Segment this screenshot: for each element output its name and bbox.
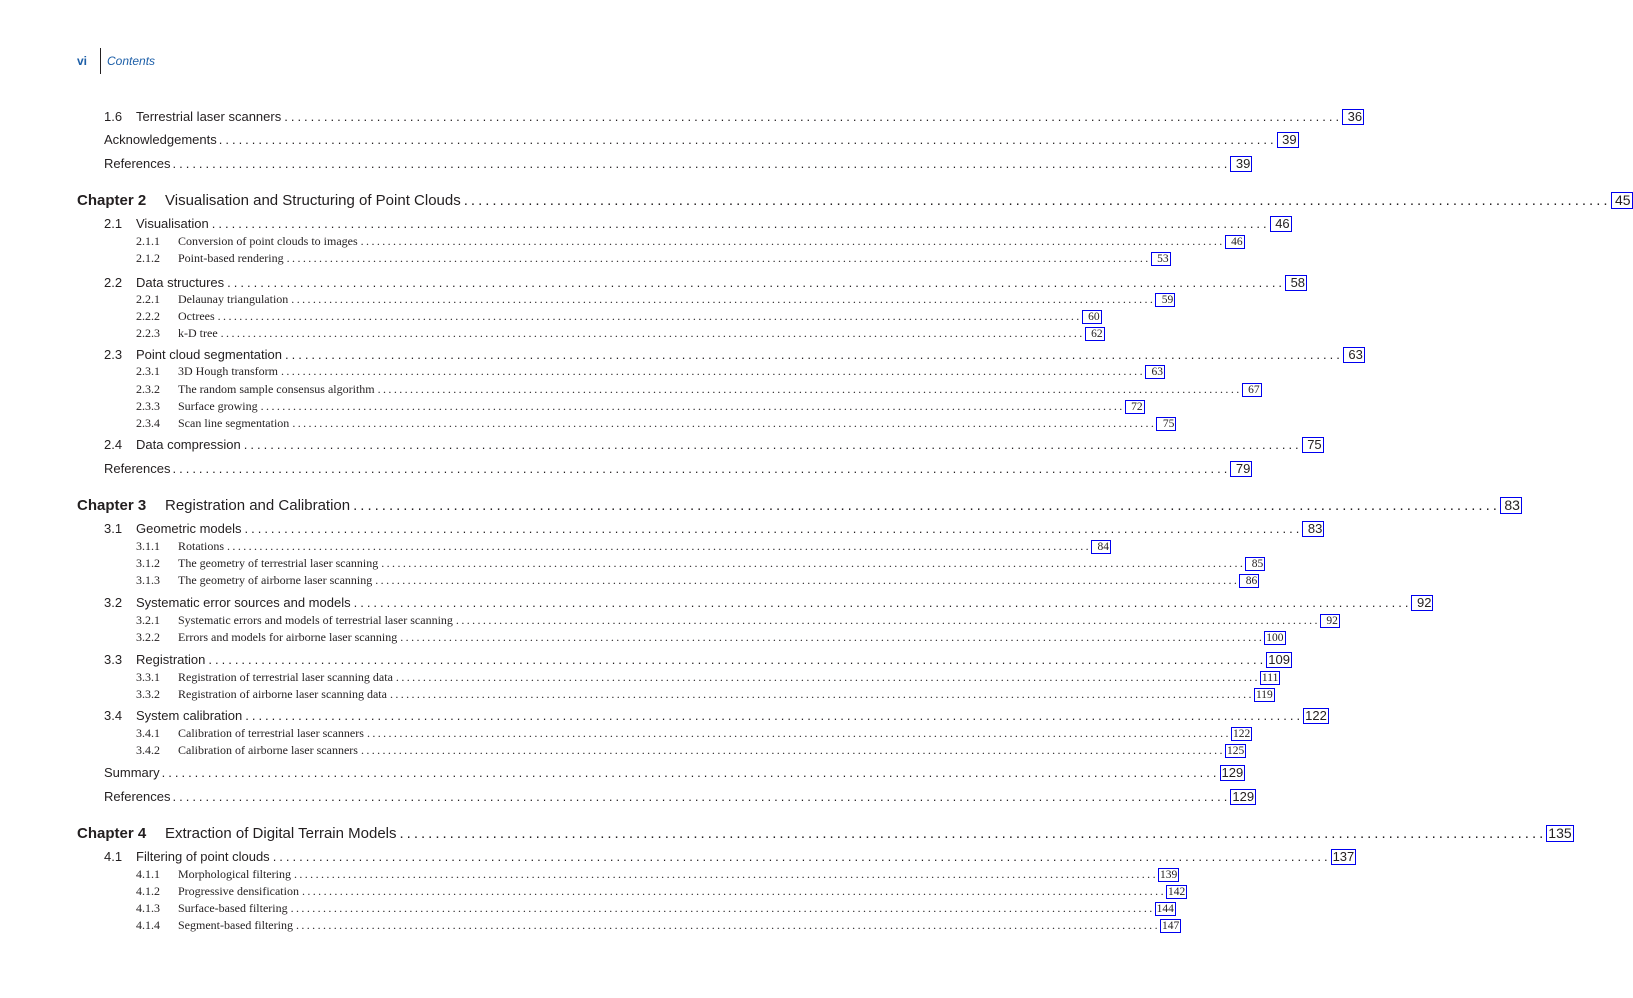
dot-leader: ................................................................................................................................................................ xyxy=(360,743,1225,757)
dot-leader: ................................................................................................................................................................ xyxy=(400,630,1265,644)
toc-entry-title: Data structures xyxy=(136,275,225,290)
toc-entry-number: 3.3.1 xyxy=(136,670,160,684)
toc-entry-title: Errors and models for airborne laser scanning xyxy=(178,630,398,644)
page-number-link[interactable]: 63 xyxy=(1343,347,1365,363)
toc-entry-title: Acknowledgements xyxy=(104,132,217,147)
page-number-link[interactable]: 67 xyxy=(1242,383,1262,397)
toc-entry[interactable] xyxy=(104,156,1251,172)
page-number-link[interactable]: 92 xyxy=(1320,614,1340,628)
toc-entry-title: Registration and Calibration xyxy=(165,497,351,514)
toc-entry-title: Progressive densification xyxy=(178,884,299,898)
page-number-link[interactable]: 83 xyxy=(1500,497,1522,514)
dot-leader: ................................................................................................................................................................ xyxy=(293,867,1158,881)
toc-entry-title: Visualisation and Structuring of Point Clouds xyxy=(165,192,461,209)
toc-entry-title: Calibration of airborne laser scanners xyxy=(178,743,358,757)
page-number-link[interactable]: 60 xyxy=(1082,310,1102,324)
toc-subsection-entry[interactable] xyxy=(136,884,1186,899)
toc-entry-number: 2.1 xyxy=(104,216,123,231)
toc-entry-title: Surface growing xyxy=(178,399,258,413)
page-number-link[interactable]: 129 xyxy=(1232,789,1255,804)
toc-chapter-entry[interactable] xyxy=(77,825,1572,842)
toc-entry-number: 2.3 xyxy=(104,347,123,362)
toc-subsection-entry[interactable] xyxy=(136,364,1163,379)
toc-section-entry[interactable] xyxy=(104,347,1363,363)
toc-subsection-entry[interactable] xyxy=(136,867,1178,882)
toc-subsection-entry[interactable] xyxy=(136,726,1251,741)
dot-leader: ................................................................................................................................................................ xyxy=(284,109,1343,124)
dot-leader: ................................................................................................................................................................ xyxy=(286,251,1151,265)
toc-entry-number: Chapter 4 xyxy=(77,825,147,842)
page-number-link[interactable]: 119 xyxy=(1255,689,1273,701)
toc-entry[interactable] xyxy=(104,789,1255,805)
toc-entry-number: 4.1.1 xyxy=(136,867,160,881)
dot-leader: ................................................................................................................................................................ xyxy=(280,364,1145,378)
toc-entry-title: Point cloud segmentation xyxy=(136,347,282,362)
toc-entry-title: Systematic error sources and models xyxy=(136,595,351,610)
dot-leader: ................................................................................................................................................................ xyxy=(245,708,1304,723)
toc-subsection-entry[interactable] xyxy=(136,687,1273,702)
toc-subsection-entry[interactable] xyxy=(136,416,1175,431)
dot-leader: ................................................................................................................................................................ xyxy=(284,347,1343,362)
dot-leader: ................................................................................................................................................................ xyxy=(290,901,1155,915)
toc-entry-number: 2.3.4 xyxy=(136,416,160,430)
dot-leader: ................................................................................................................................................................ xyxy=(272,849,1331,864)
toc-entry-number: Chapter 2 xyxy=(77,192,147,209)
toc-entry[interactable] xyxy=(104,132,1297,148)
toc-entry-number: 2.2.2 xyxy=(136,309,160,323)
page-number-link[interactable]: 39 xyxy=(1230,156,1252,172)
toc-entry-title: Rotations xyxy=(178,539,225,553)
dot-leader: ................................................................................................................................................................ xyxy=(375,573,1240,587)
toc-entry-title: Terrestrial laser scanners xyxy=(136,109,282,124)
dot-leader: ................................................................................................................................................................ xyxy=(244,521,1303,536)
toc-section-entry[interactable] xyxy=(104,216,1290,232)
page-number-link[interactable]: 39 xyxy=(1277,132,1299,148)
toc-subsection-entry[interactable] xyxy=(136,326,1103,341)
toc-entry-title: Segment-based filtering xyxy=(178,918,293,932)
toc-subsection-entry[interactable] xyxy=(136,743,1245,758)
toc-entry-number: 3.2.1 xyxy=(136,613,160,627)
page-number-link[interactable]: 122 xyxy=(1232,728,1251,740)
page-number-link[interactable]: 62 xyxy=(1085,327,1105,341)
toc-entry-number: 4.1 xyxy=(104,849,123,864)
dot-leader: ................................................................................................................................................................ xyxy=(291,292,1156,306)
toc-section-entry[interactable] xyxy=(104,437,1322,453)
toc-entry-title: Point-based rendering xyxy=(178,251,284,265)
page-number-link[interactable]: 58 xyxy=(1285,275,1307,291)
dot-leader: ................................................................................................................................................................ xyxy=(172,789,1231,804)
toc-chapter-entry[interactable] xyxy=(77,497,1520,514)
toc-entry-number: 4.1.3 xyxy=(136,901,160,915)
toc-section-entry[interactable] xyxy=(104,521,1323,537)
toc-entry-number: 3.4.2 xyxy=(136,743,160,757)
toc-subsection-entry[interactable] xyxy=(136,573,1258,588)
page-number-link[interactable]: 109 xyxy=(1268,652,1290,667)
page-number-link[interactable]: 53 xyxy=(1151,252,1171,266)
page-number-link[interactable]: 59 xyxy=(1155,293,1175,307)
toc-entry-title: Systematic errors and models of terrestrial laser scanning xyxy=(178,613,453,627)
toc-entry-title: System calibration xyxy=(136,708,243,723)
dot-leader: ................................................................................................................................................................ xyxy=(218,132,1277,147)
page-number-link[interactable]: 137 xyxy=(1332,849,1355,864)
toc-subsection-entry[interactable] xyxy=(136,309,1100,324)
toc-entry-number: 3.1.2 xyxy=(136,556,160,570)
toc-subsection-entry[interactable] xyxy=(136,556,1264,571)
toc-entry[interactable] xyxy=(104,461,1251,477)
toc-entry-title: The random sample consensus algorithm xyxy=(178,382,375,396)
dot-leader: ................................................................................................................................................................ xyxy=(172,461,1231,476)
toc-section-entry[interactable] xyxy=(104,109,1363,125)
toc-entry-title: References xyxy=(104,156,171,171)
toc-entry-title: Data compression xyxy=(136,437,241,452)
toc-entry-title: References xyxy=(104,789,171,804)
dot-leader: ................................................................................................................................................................ xyxy=(353,595,1412,610)
toc-entry-number: 3.1 xyxy=(104,521,123,536)
dot-leader: ................................................................................................................................................................ xyxy=(220,326,1085,340)
dot-leader: ................................................................................................................................................................ xyxy=(377,382,1242,396)
toc-entry-number: 4.1.4 xyxy=(136,918,160,932)
toc-entry[interactable] xyxy=(104,765,1244,781)
toc-entry-number: 2.1.2 xyxy=(136,251,160,265)
toc-entry-title: Filtering of point clouds xyxy=(136,849,270,864)
page-number-link[interactable]: 135 xyxy=(1548,825,1572,841)
toc-section-entry[interactable] xyxy=(104,849,1355,865)
page-number-link[interactable]: 111 xyxy=(1261,672,1279,684)
page-number-link[interactable]: 122 xyxy=(1305,708,1327,723)
toc-entry-number: 3.1.1 xyxy=(136,539,160,553)
toc-section-entry[interactable] xyxy=(104,595,1432,611)
toc-entry-number: Chapter 3 xyxy=(77,497,147,514)
toc-entry-title: Calibration of terrestrial laser scanners xyxy=(178,726,364,740)
toc-entry-title: Summary xyxy=(104,765,160,780)
toc-subsection-entry[interactable] xyxy=(136,901,1174,916)
page-number-link[interactable]: 100 xyxy=(1266,632,1284,644)
dot-leader: ................................................................................................................................................................ xyxy=(381,556,1246,570)
dot-leader: ................................................................................................................................................................ xyxy=(389,687,1254,701)
toc-entry-number: 2.3.1 xyxy=(136,364,160,378)
toc-entry-title: Delaunay triangulation xyxy=(178,292,289,306)
page-number-link[interactable]: 79 xyxy=(1230,461,1252,477)
toc-section-entry[interactable] xyxy=(104,708,1327,724)
toc-section-entry[interactable] xyxy=(104,652,1290,668)
page-number-link[interactable]: 129 xyxy=(1221,765,1244,780)
toc-entry-title: Extraction of Digital Terrain Models xyxy=(165,825,397,842)
page-number-link[interactable]: 75 xyxy=(1302,437,1324,453)
toc-entry-title: Morphological filtering xyxy=(178,867,291,881)
toc-entry-title: Registration of airborne laser scanning data xyxy=(178,687,387,701)
page-number-link[interactable]: 63 xyxy=(1145,365,1165,379)
toc-entry-title: Conversion of point clouds to images xyxy=(178,234,358,248)
toc-entry-title: Visualisation xyxy=(136,216,209,231)
toc-section-entry[interactable] xyxy=(104,275,1306,291)
toc-entry-number: 3.4.1 xyxy=(136,726,160,740)
toc-entry-title: Surface-based filtering xyxy=(178,901,288,915)
toc-subsection-entry[interactable] xyxy=(136,234,1243,249)
page-number-link[interactable]: 46 xyxy=(1225,235,1245,249)
toc-entry-title: Registration xyxy=(136,652,206,667)
toc-entry-number: 2.2.1 xyxy=(136,292,160,306)
dot-leader: ................................................................................................................................................................ xyxy=(360,234,1225,248)
dot-leader: ................................................................................................................................................................ xyxy=(161,765,1220,780)
page-number-link[interactable]: 46 xyxy=(1270,216,1292,232)
page-number-link[interactable]: 142 xyxy=(1167,886,1186,898)
dot-leader: ................................................................................................................................................................ xyxy=(211,216,1270,231)
toc-entry-number: 3.3.2 xyxy=(136,687,160,701)
dot-leader: ................................................................................................................................................................ xyxy=(366,726,1231,740)
toc-subsection-entry[interactable] xyxy=(136,251,1169,266)
toc-entry-number: 3.3 xyxy=(104,652,123,667)
dot-leader: ................................................................................................................................................................ xyxy=(227,275,1286,290)
page-number-link[interactable]: 75 xyxy=(1156,417,1176,431)
dot-leader: ................................................................................................................................................................ xyxy=(399,825,1547,842)
page-number-link[interactable]: 92 xyxy=(1411,595,1433,611)
toc-entry-number: 3.2.2 xyxy=(136,630,160,644)
toc-entry-title: The geometry of airborne laser scanning xyxy=(178,573,373,587)
toc-entry-title: The geometry of terrestrial laser scanning xyxy=(178,556,379,570)
toc-subsection-entry[interactable] xyxy=(136,382,1260,397)
dot-leader: ................................................................................................................................................................ xyxy=(295,918,1160,932)
dot-leader: ................................................................................................................................................................ xyxy=(217,309,1082,323)
toc-subsection-entry[interactable] xyxy=(136,399,1143,414)
toc-entry-number: 2.2.3 xyxy=(136,326,160,340)
toc-subsection-entry[interactable] xyxy=(136,630,1284,645)
page-number-link[interactable]: 84 xyxy=(1091,540,1111,554)
page-number-link[interactable]: 125 xyxy=(1226,745,1245,757)
page-number-link[interactable]: 86 xyxy=(1239,574,1259,588)
toc-entry-number: 4.1.2 xyxy=(136,884,160,898)
toc-entry-number: 2.2 xyxy=(104,275,123,290)
toc-entry-title: Geometric models xyxy=(136,521,242,536)
toc-entry-title: Octrees xyxy=(178,309,215,323)
toc-entry-number: 2.1.1 xyxy=(136,234,160,248)
toc-entry-number: 1.6 xyxy=(104,109,123,124)
toc-subsection-entry[interactable] xyxy=(136,918,1180,933)
dot-leader: ................................................................................................................................................................ xyxy=(208,652,1267,667)
dot-leader: ................................................................................................................................................................ xyxy=(353,497,1500,514)
toc-chapter-entry[interactable] xyxy=(77,192,1631,209)
page-number-link[interactable]: 45 xyxy=(1611,192,1633,209)
toc-entry-number: 2.3.2 xyxy=(136,382,160,396)
toc-entry-number: 2.3.3 xyxy=(136,399,160,413)
dot-leader: ................................................................................................................................................................ xyxy=(227,539,1092,553)
toc-subsection-entry[interactable] xyxy=(136,539,1110,554)
running-title: Contents xyxy=(107,54,156,68)
toc-entry-number: 3.1.3 xyxy=(136,573,160,587)
toc-entry-title: Registration of terrestrial laser scanning data xyxy=(178,670,393,684)
dot-leader: ................................................................................................................................................................ xyxy=(455,613,1320,627)
toc-subsection-entry[interactable] xyxy=(136,670,1279,685)
page-number-label: vi xyxy=(77,54,88,68)
toc-entry-number: 2.4 xyxy=(104,437,123,452)
dot-leader: ................................................................................................................................................................ xyxy=(292,416,1157,430)
dot-leader: ................................................................................................................................................................ xyxy=(243,437,1302,452)
page-number-link[interactable]: 85 xyxy=(1245,557,1265,571)
toc-subsection-entry[interactable] xyxy=(136,292,1174,307)
toc-entry-title: k-D tree xyxy=(178,326,218,340)
page-number-link[interactable]: 36 xyxy=(1342,109,1364,125)
page-number-link[interactable]: 144 xyxy=(1156,903,1174,915)
toc-entry-title: 3D Hough transform xyxy=(178,364,278,378)
dot-leader: ................................................................................................................................................................ xyxy=(463,192,1611,209)
page-number-link[interactable]: 72 xyxy=(1125,400,1145,414)
dot-leader: ................................................................................................................................................................ xyxy=(395,670,1260,684)
dot-leader: ................................................................................................................................................................ xyxy=(172,156,1231,171)
dot-leader: ................................................................................................................................................................ xyxy=(260,399,1125,413)
toc-entry-number: 3.2 xyxy=(104,595,123,610)
page-number-link[interactable]: 139 xyxy=(1159,869,1178,881)
dot-leader: ................................................................................................................................................................ xyxy=(301,884,1166,898)
toc-entry-title: References xyxy=(104,461,171,476)
toc-entry-title: Scan line segmentation xyxy=(178,416,290,430)
page-number-link[interactable]: 83 xyxy=(1302,521,1324,537)
toc-subsection-entry[interactable] xyxy=(136,613,1338,628)
page-number-link[interactable]: 147 xyxy=(1161,920,1180,932)
toc-entry-number: 3.4 xyxy=(104,708,123,723)
